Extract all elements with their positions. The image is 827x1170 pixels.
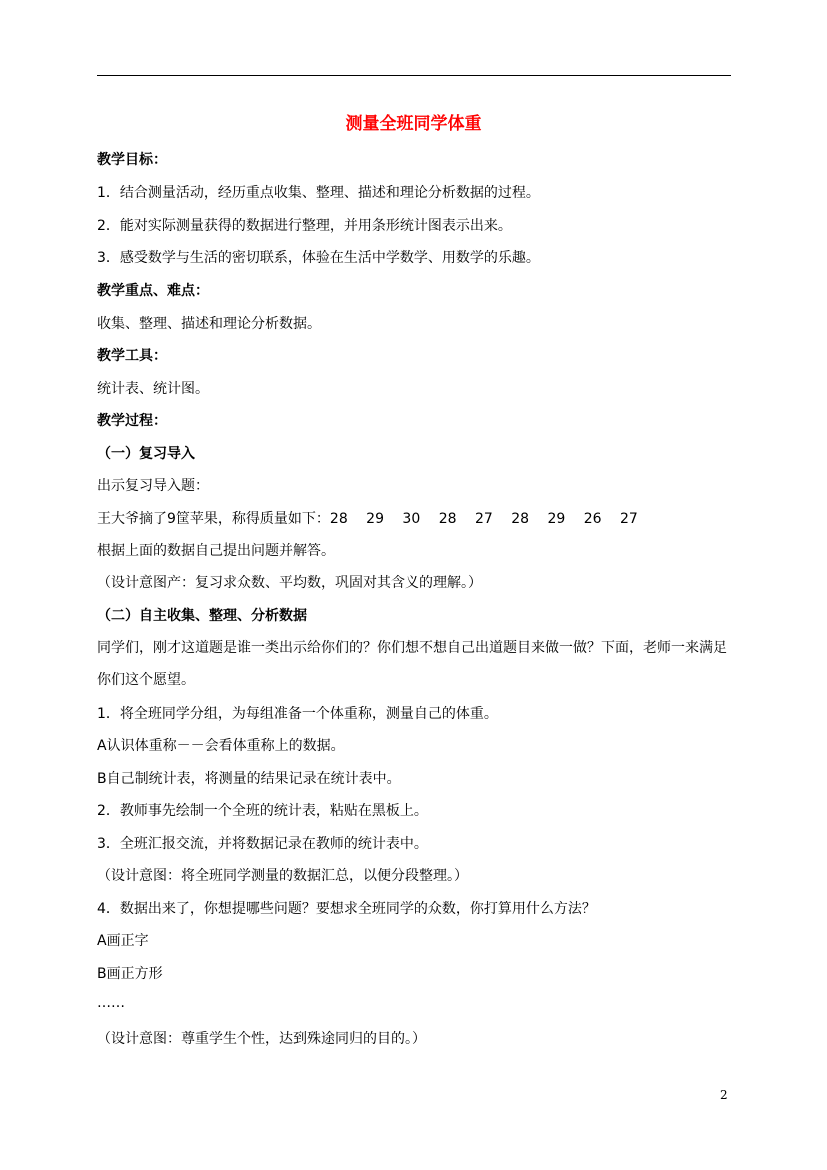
design-intent-2: （设计意图：将全班同学测量的数据汇总，以便分段整理。） bbox=[97, 868, 468, 884]
activity-step-2: 2．教师事先绘制一个全班的统计表，粘贴在黑板上。 bbox=[97, 803, 428, 819]
activity-step-1b: B自己制统计表，将测量的结果记录在统计表中。 bbox=[97, 771, 401, 787]
key-points-text: 收集、整理、描述和理论分析数据。 bbox=[97, 316, 321, 332]
review-intro: 出示复习导入题： bbox=[97, 478, 209, 494]
method-option-a: A画正字 bbox=[97, 933, 149, 949]
header-rule bbox=[97, 75, 731, 76]
design-intent-1: （设计意图产：复习求众数、平均数，巩固对其含义的理解。） bbox=[97, 575, 482, 591]
ellipsis: …… bbox=[97, 995, 125, 1011]
section-heading-process: 教学过程： bbox=[97, 413, 167, 429]
page-number: 2 bbox=[720, 1088, 728, 1102]
activity-step-1a: A认识体重称－－会看体重称上的数据。 bbox=[97, 738, 345, 754]
section-heading-objectives: 教学目标： bbox=[97, 152, 167, 168]
subheading-review: （一）复习导入 bbox=[97, 446, 195, 462]
problem-instruction: 根据上面的数据自己提出问题并解答。 bbox=[97, 543, 335, 559]
activity-step-1: 1．将全班同学分组，为每组准备一个体重称，测量自己的体重。 bbox=[97, 706, 498, 722]
document-title: 测量全班同学体重 bbox=[345, 114, 482, 134]
activity-step-3: 3．全班汇报交流，并将数据记录在教师的统计表中。 bbox=[97, 836, 428, 852]
section-heading-key-points: 教学重点、难点： bbox=[97, 283, 209, 299]
objective-item-2: 2．能对实际测量获得的数据进行整理，并用条形统计图表示出来。 bbox=[97, 218, 512, 234]
objective-item-3: 3．感受数学与生活的密切联系，体验在生活中学数学、用数学的乐趣。 bbox=[97, 250, 540, 266]
objective-item-1: 1．结合测量活动，经历重点收集、整理、描述和理论分析数据的过程。 bbox=[97, 185, 540, 201]
apple-weights-problem: 王大爷摘了9筐苹果，称得质量如下：28 29 30 28 27 28 29 26 27 bbox=[97, 511, 638, 527]
section-heading-tools: 教学工具： bbox=[97, 348, 167, 364]
design-intent-3: （设计意图：尊重学生个性，达到殊途同归的目的。） bbox=[97, 1031, 426, 1047]
subheading-collect-data: （二）自主收集、整理、分析数据 bbox=[97, 608, 307, 624]
activity-step-4: 4．数据出来了，你想提哪些问题？要想求全班同学的众数，你打算用什么方法？ bbox=[97, 901, 596, 917]
tools-text: 统计表、统计图。 bbox=[97, 381, 209, 397]
teacher-prompt-paragraph: 同学们，刚才这道题是谁一类出示给你们的？你们想不想自己出道题目来做一做？下面，老师一来满足你们这个愿望。 bbox=[97, 640, 727, 688]
method-option-b: B画正方形 bbox=[97, 966, 163, 982]
